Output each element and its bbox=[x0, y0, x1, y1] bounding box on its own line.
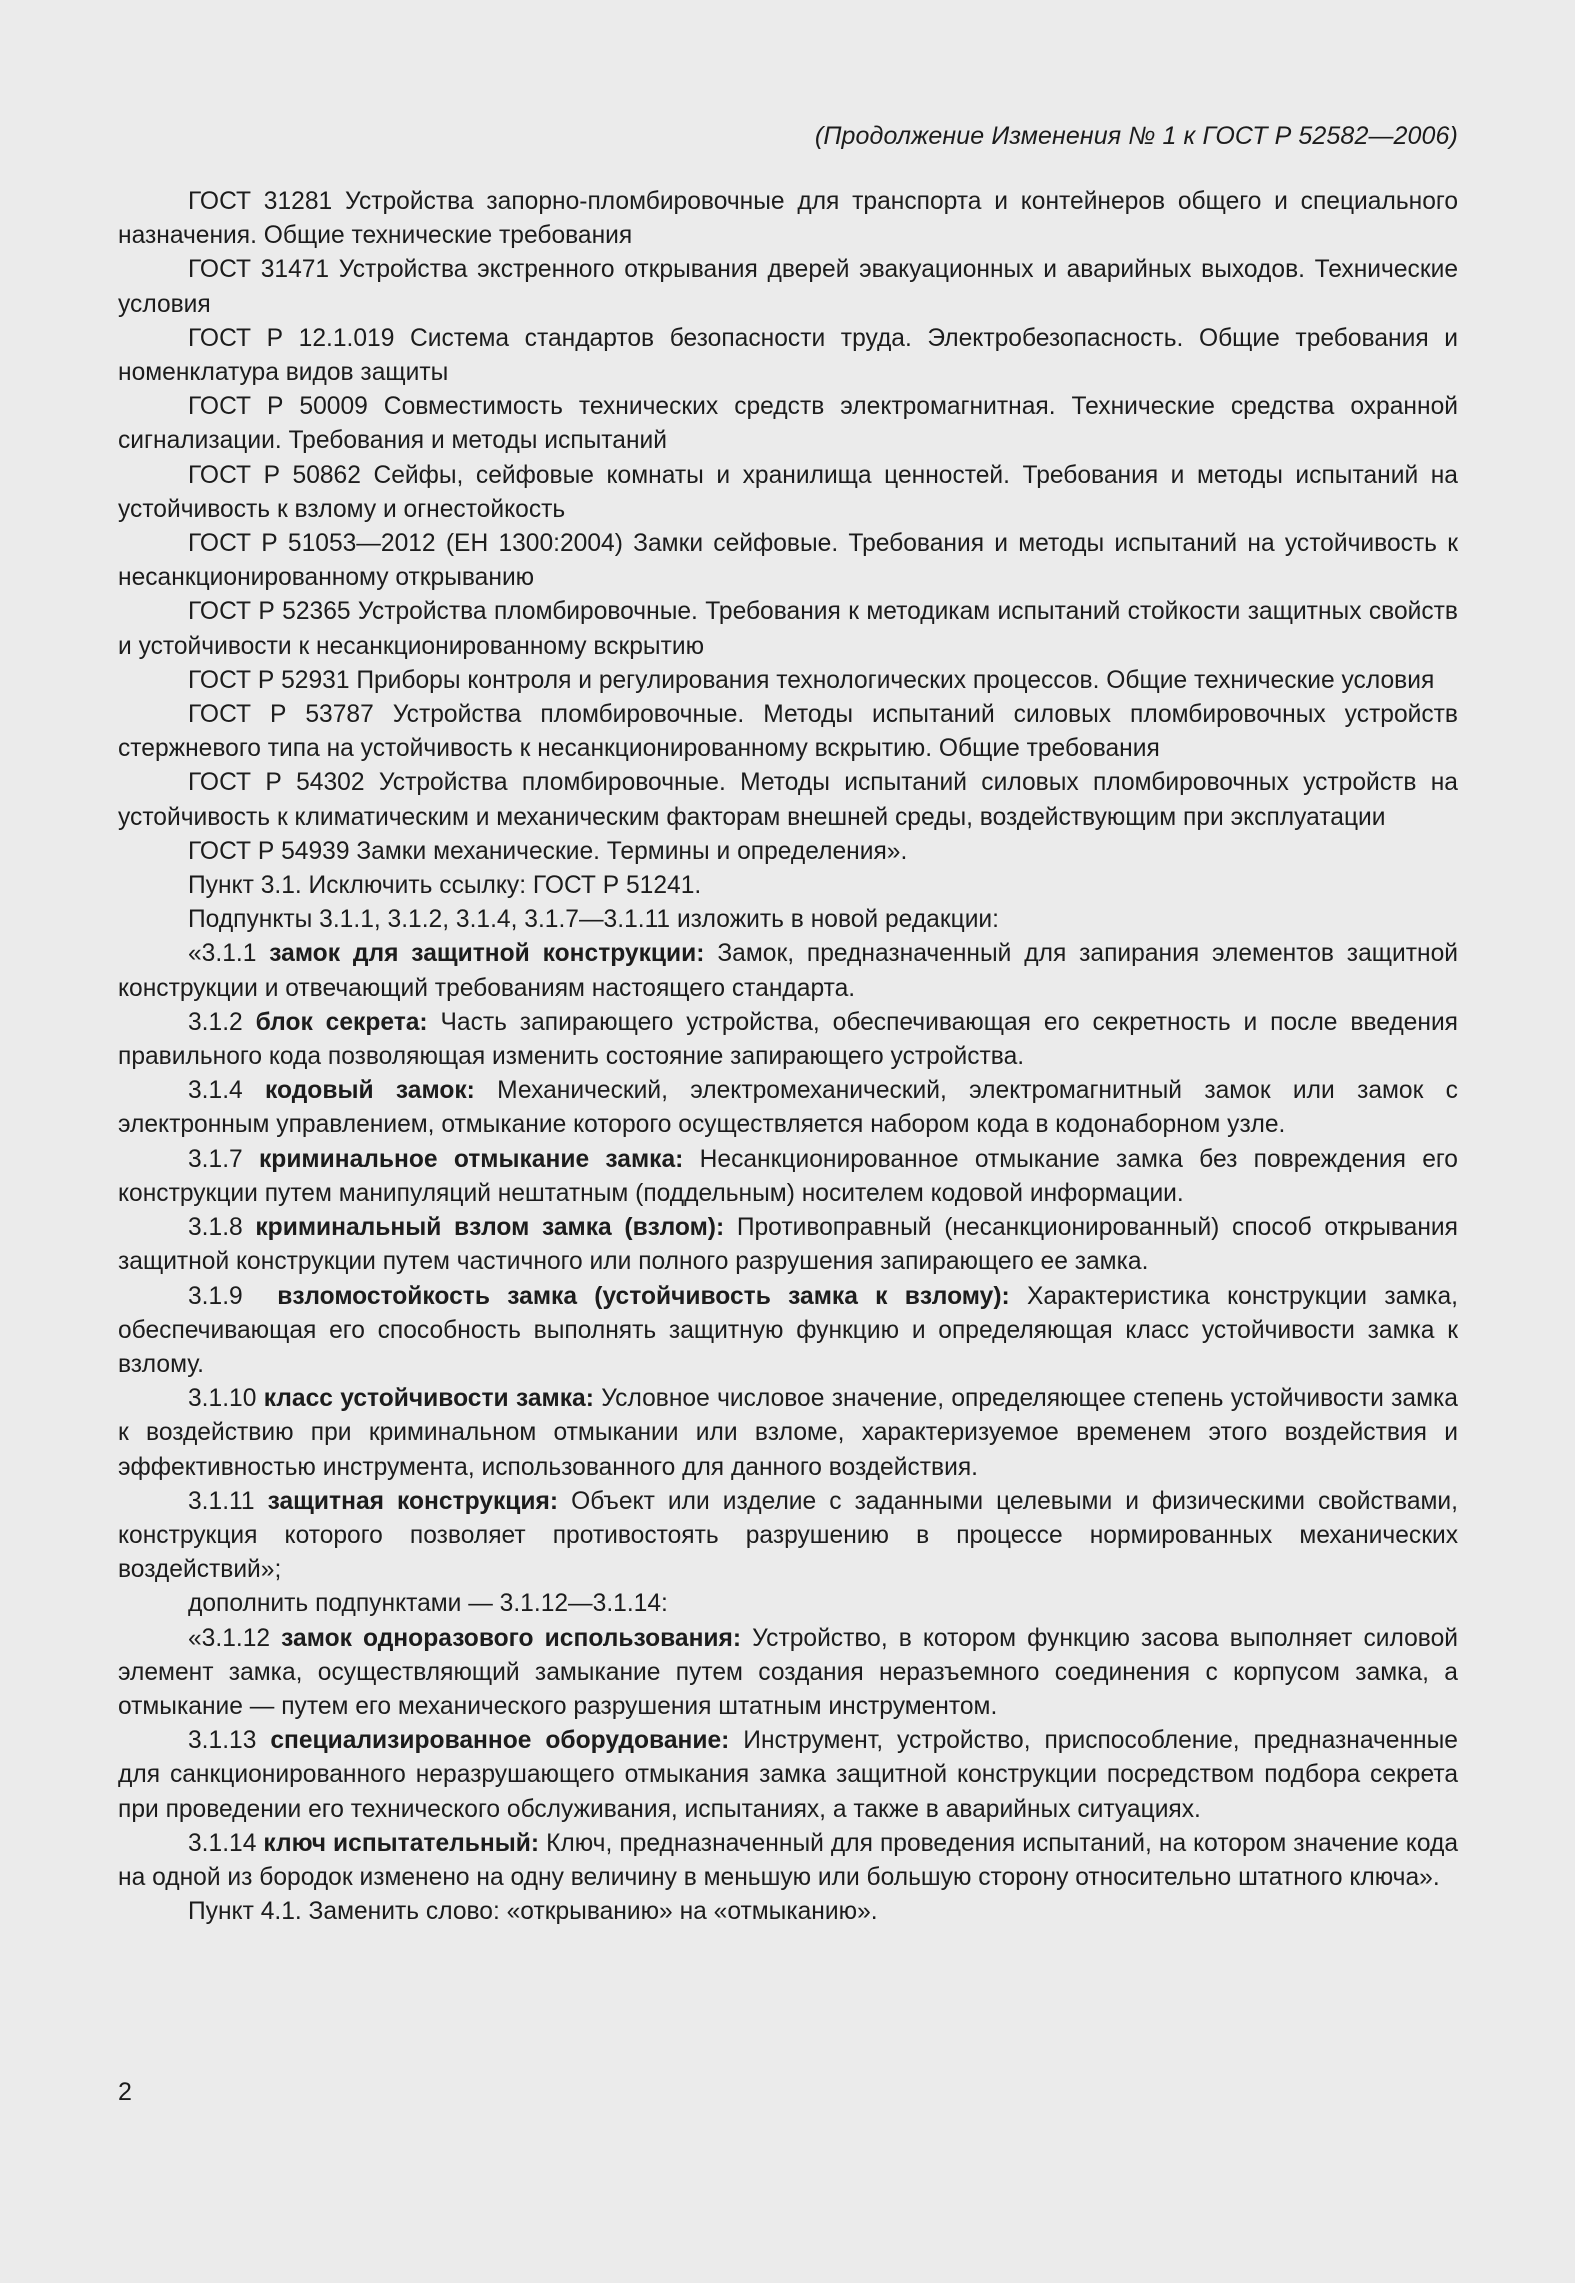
reference-gost-r-54939 bbox=[118, 835, 1458, 869]
definition-number: 3.1.8 bbox=[188, 1214, 256, 1242]
definition-term: замок для защитной конструкции: bbox=[269, 940, 705, 968]
reference-gost-31471 bbox=[118, 253, 1458, 321]
reference-gost-r-51053 bbox=[118, 527, 1458, 595]
definition-number: «3.1.12 bbox=[188, 1624, 282, 1652]
definition-text: Условное числовое значение, определяющее степень устойчивости замка к воздействию при криминальном отмыкании или взломе, характеризуемое временем этого воздействия и эффективностью инструмента, использованного для данного воздействия. bbox=[118, 1385, 1458, 1481]
definition-text: Часть запирающего устройства, обеспечивающая его секретность и после введения правильного кода позволяющая изменить состояние запирающего устройства. bbox=[118, 1008, 1458, 1071]
definition-3-1-10 bbox=[118, 1382, 1458, 1485]
reference-gost-31281 bbox=[118, 185, 1458, 253]
definition-text: Несанкционированное отмыкание замка без повреждения его конструкции путем манипуляций нештатным (поддельным) носителем кодовой информации. bbox=[118, 1145, 1458, 1207]
definition-number: 3.1.11 bbox=[188, 1487, 268, 1515]
definition-number: 3.1.2 bbox=[188, 1008, 256, 1036]
definition-3-1-1 bbox=[118, 937, 1458, 1005]
document-body bbox=[118, 185, 1458, 1929]
paragraph-text: ГОСТ Р 51053—2012 (ЕН 1300:2004) Замки сейфовые. Требования и методы испытаний на устойчивость к несанкционированному открыванию bbox=[118, 530, 1458, 592]
definition-text: Механический, электромеханический, электромагнитный замок или замок с электронным управлением, отмыкание которого осуществляется набором кода в кодонаборном узле. bbox=[118, 1077, 1458, 1139]
amendment-item-3-1 bbox=[118, 869, 1458, 903]
reference-gost-r-50009 bbox=[118, 390, 1458, 458]
paragraph-text: ГОСТ 31281 Устройства запорно-пломбировочные для транспорта и контейнеров общего и специального назначения. Общие технические требования bbox=[118, 188, 1458, 250]
paragraph-text: ГОСТ 31471 Устройства экстренного открывания дверей эвакуационных и аварийных выходов. Технические условия bbox=[118, 256, 1458, 318]
definition-text: Инструмент, устройство, приспособление, предназначенные для санкционированного неразрушающего отмыкания замка защитной конструкции посредством подбора секрета при проведении его технического обслуживания, испытаниях, а также в аварийных ситуациях. bbox=[118, 1727, 1458, 1823]
definition-number: 3.1.9 bbox=[188, 1282, 278, 1310]
definition-text: Характеристика конструкции замка, обеспечивающая его способность выполнять защитную функцию и определяющая класс устойчивости замка к взлому. bbox=[118, 1282, 1458, 1378]
reference-gost-r-52931 bbox=[118, 664, 1458, 698]
definition-number: 3.1.7 bbox=[188, 1145, 259, 1173]
definition-number: 3.1.4 bbox=[188, 1077, 266, 1105]
definition-text: Замок, предназначенный для запирания элементов защитной конструкции и отвечающий требованиям настоящего стандарта. bbox=[118, 940, 1458, 1002]
paragraph-text: дополнить подпунктами — 3.1.12—3.1.14: bbox=[188, 1590, 668, 1618]
page-number: 2 bbox=[118, 2078, 132, 2106]
definition-term: взломостойкость замка (устойчивость замка к взлому): bbox=[277, 1282, 1010, 1310]
paragraph-text: ГОСТ Р 54302 Устройства пломбировочные. Методы испытаний силовых пломбировочных устройств на устойчивость к климатическим и механическим факторам внешней среды, воздействующим при эксплуатации bbox=[118, 769, 1458, 831]
reference-gost-r-53787 bbox=[118, 698, 1458, 766]
paragraph-text: Подпункты 3.1.1, 3.1.2, 3.1.4, 3.1.7—3.1.11 изложить в новой редакции: bbox=[188, 906, 1000, 934]
paragraph-text: ГОСТ Р 52365 Устройства пломбировочные. Требования к методикам испытаний стойкости защитных свойств и устойчивости к несанкционированному вскрытию bbox=[118, 598, 1458, 660]
definition-term: кодовый замок: bbox=[265, 1077, 475, 1105]
definition-number: 3.1.14 bbox=[188, 1829, 264, 1857]
definition-text: Ключ, предназначенный для проведения испытаний, на котором значение кода на одной из бородок изменено на одну величину в меньшую или большую сторону относительно штатного ключа». bbox=[118, 1829, 1458, 1891]
definition-3-1-13 bbox=[118, 1724, 1458, 1827]
paragraph-text: ГОСТ Р 50009 Совместимость технических средств электромагнитная. Технические средства охранной сигнализации. Требования и методы испытаний bbox=[118, 393, 1458, 455]
paragraph-text: ГОСТ Р 12.1.019 Система стандартов безопасности труда. Электробезопасность. Общие требования и номенклатура видов защиты bbox=[118, 324, 1458, 387]
definition-term: класс устойчивости замка: bbox=[263, 1385, 594, 1413]
definition-term: криминальный взлом замка (взлом): bbox=[255, 1214, 725, 1242]
definition-3-1-7 bbox=[118, 1143, 1458, 1211]
definition-term: криминальное отмыкание замка: bbox=[258, 1145, 684, 1173]
definition-number: «3.1.1 bbox=[188, 940, 270, 968]
definition-3-1-12 bbox=[118, 1622, 1458, 1725]
definition-3-1-11 bbox=[118, 1485, 1458, 1588]
definition-text: Устройство, в котором функцию засова выполняет силовой элемент замка, осуществляющий замыкание путем создания неразъемного соединения с корпусом замка, а отмыкание — путем его механического разрушения штатным инструментом. bbox=[118, 1624, 1458, 1720]
definition-3-1-2 bbox=[118, 1006, 1458, 1074]
definition-3-1-8 bbox=[118, 1211, 1458, 1279]
definition-number: 3.1.13 bbox=[188, 1727, 271, 1755]
definition-number: 3.1.10 bbox=[188, 1385, 264, 1413]
definition-text: Объект или изделие с заданными целевыми и физическими свойствами, конструкция которого позволяет противостоять разрушению в процессе нормированных механических воздействий»; bbox=[118, 1487, 1458, 1584]
reference-gost-r-12-1-019 bbox=[118, 322, 1458, 390]
paragraph-text: ГОСТ Р 54939 Замки механические. Термины и определения». bbox=[188, 837, 908, 865]
reference-gost-r-52365 bbox=[118, 595, 1458, 663]
reference-gost-r-50862 bbox=[118, 459, 1458, 527]
definition-3-1-4 bbox=[118, 1074, 1458, 1142]
paragraph-text: Пункт 4.1. Заменить слово: «открыванию» на «отмыканию». bbox=[188, 1898, 878, 1926]
continuation-header: (Продолжение Изменения № 1 к ГОСТ Р 52582—2006) bbox=[814, 122, 1458, 150]
definition-term: ключ испытательный: bbox=[263, 1829, 540, 1857]
definition-term: замок одноразового использования: bbox=[281, 1624, 742, 1652]
definition-3-1-14 bbox=[118, 1827, 1458, 1895]
paragraph-text: ГОСТ Р 53787 Устройства пломбировочные. Методы испытаний силовых пломбировочных устройств стержневого типа на устойчивость к несанкционированному вскрытию. Общие требования bbox=[118, 701, 1458, 763]
definition-term: блок секрета: bbox=[255, 1008, 428, 1036]
amendment-item-4-1 bbox=[118, 1895, 1458, 1929]
definition-text: Противоправный (несанкционированный) способ открывания защитной конструкции путем частичного или полного разрушения запирающего ее замка. bbox=[118, 1214, 1458, 1276]
definition-term: специализированное оборудование: bbox=[270, 1727, 730, 1755]
amendment-subitems-intro bbox=[118, 903, 1458, 937]
definition-term: защитная конструкция: bbox=[267, 1487, 559, 1515]
paragraph-text: Пункт 3.1. Исключить ссылку: ГОСТ Р 51241. bbox=[188, 872, 702, 900]
reference-gost-r-54302 bbox=[118, 766, 1458, 834]
definition-3-1-9 bbox=[118, 1280, 1458, 1383]
amendment-add-subitems bbox=[118, 1587, 1458, 1621]
paragraph-text: ГОСТ Р 50862 Сейфы, сейфовые комнаты и хранилища ценностей. Требования и методы испытаний на устойчивость к взлому и огнестойкость bbox=[118, 461, 1458, 523]
paragraph-text: ГОСТ Р 52931 Приборы контроля и регулирования технологических процессов. Общие технические условия bbox=[188, 666, 1435, 694]
